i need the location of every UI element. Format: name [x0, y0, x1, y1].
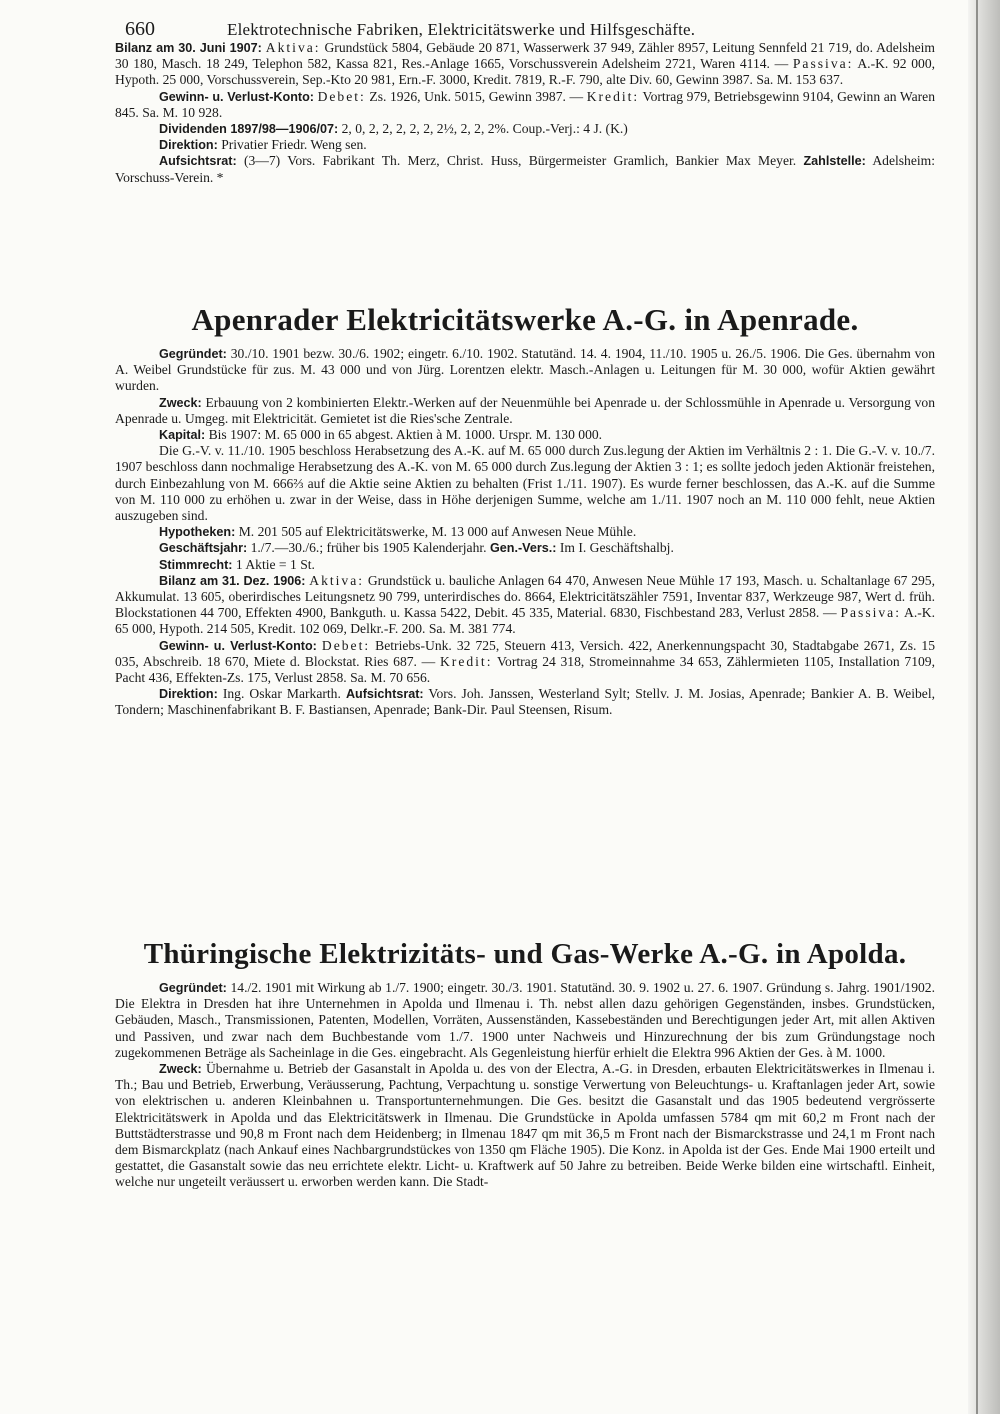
- gegruendet: Gegründet: 14./2. 1901 mit Wirkung ab 1./7. 1900; eingetr. 30./3. 1901. Statutänd. 30. 9. 1902 u. 27. 6. 1907. Gründung s. Jahrg. 1901/1902. Die Elektra in Dresden hat ihre Unternehmen in Apolda und Ilmenau i. Th. nebst allen dazu gehörigen Gegenständen, insbes. Grundstücken, Gebäuden, Masch., Transmissionen, Patenten, Modellen, Vorräten, Aussenständen, Kassebeständen und Berechtigungen jeder Art, mit allen Aktiven und Passiven, und zwar nach dem Buchbestande vom 1./7. 1900 unter Nachweis und Hinzurechnung der bis zum Gründungstage noch zugekommenen Beträge als Sacheinlage in die Ges. eingebracht. Als Gegenleistung hierfür erhielt die Elektra 996 Aktien der Ges. à M. 1000.: [115, 980, 935, 1060]
- zweck: Zweck: Übernahme u. Betrieb der Gasanstalt in Apolda u. des von der Electra, A.-G. in Dresden, erbauten Elektricitätswerkes in Ilmenau i. Th.; Bau und Betrieb, Erwerbung, Veräusserung, Pachtung, Verpachtung u. sonstige Verwertung von Beleuchtungs- u. Kraftanlagen jeder Art, sowie von elektrischen u. anderen Kleinbahnen u. Transportunternehmungen. Die Ges. besitzt die Gasanstalt und das 1905 bedeutend vergrösserte Elektricitätswerk in Apolda und das Elektricitätswerk in Ilmenau. Die Grundstücke in Apolda umfassen 5784 qm mit 60,2 m Front nach der Buttstädterstrasse und 90,8 m Front nach dem Heidenberg; in Ilmenau 1847 qm mit 36,5 m Front nach der Bismarckstrasse und 24,1 m Front nach dem Bismarckplatz (nach Ankauf eines Nachbargrundstückes von 1350 qm Fläche 1905). Die Konz. in Apolda ist der Ges. Ende Mai 1900 erteilt und gestattet, die Gasanstalt sowie das neu errichtete elektr. Licht- u. Kraftwerk auf 50 Jahre zu betreiben. Beide Werke bilden eine wirtschaftl. Einheit, welche nur ungeteilt veräussert u. erworben werden kann. Die Stadt-: [115, 1061, 935, 1190]
- bilanz-1906: Bilanz am 31. Dez. 1906: Aktiva: Grundstück u. bauliche Anlagen 64 470, Anwesen Neue Mühle 17 193, Masch. u. Schaltanlage 67 295, Akkumulat. 13 605, oberirdisches Leitungsnetz 90 799, unterirdisches do. 8664, Elektricitätszähler 7591, Inventar 837, Werkzeuge 987, Wert d. früh. Blockstationen 44 700, Effekten 4900, Bankguth. u. Kassa 5422, Debit. 45 335, Material. 6830, Fischbestand 283, Verlust 2858. — Passiva: A.-K. 65 000, Hypoth. 214 505, Kredit. 102 069, Delkr.-F. 200. Sa. M. 381 774.: [115, 572, 936, 637]
- direktion: Direktion: Privatier Friedr. Weng sen.: [159, 137, 367, 153]
- aufsichtsrat: Aufsichtsrat: (3—7) Vors. Fabrikant Th. Merz, Christ. Huss, Bürgermeister Gramlich, Bankier Max Meyer. Zahlstelle: Adelsheim: Vorschuss-Verein. *: [115, 153, 936, 185]
- gewinn-verlust-1907: Gewinn- u. Verlust-Konto: Debet: Zs. 1926, Unk. 5015, Gewinn 3987. — Kredit: Vortrag 979, Betriebsgewinn 9104, Gewinn an Waren 845. Sa. M. 10 928.: [115, 88, 935, 120]
- page-number: 660: [125, 18, 155, 40]
- section-apenrade: [115, 346, 935, 719]
- book-gutter: [968, 0, 1000, 1414]
- direktion-aufsichtsrat: Direktion: Ing. Oskar Markarth. Aufsichtsrat: Vors. Joh. Janssen, Westerland Sylt; Stellv. J. M. Josias, Apenrade; Bankier A. B. Weibel, Tondern; Maschinenfabrikant B. F. Bastiansen, Apenrade; Bank-Dir. Paul Steensen, Risum.: [115, 686, 935, 718]
- gegruendet: Gegründet: 30./10. 1901 bezw. 30./6. 1902; eingetr. 6./10. 1902. Statutänd. 14. 4. 1904, 11./10. 1905 u. 26./5. 1906. Die Ges. übernahm von A. Weibel Grundstücke für zus. M. 43 000 und von Jürg. Lorentzen elektr. Masch.-Anlagen u. Leitungen für M. 30 000, wofür Aktien gewährt wurden.: [115, 346, 935, 394]
- stimmrecht: Stimmrecht: 1 Aktie = 1 St.: [159, 556, 315, 572]
- gutter-line: [976, 0, 978, 1414]
- section-adelsheim-tail: [115, 40, 935, 186]
- running-title: Elektrotechnische Fabriken, Elektricitätswerke und Hilfsgeschäfte.: [227, 20, 696, 39]
- kapital: Kapital: Bis 1907: M. 65 000 in 65 abgest. Aktien à M. 1000. Urspr. M. 130 000.: [159, 427, 603, 443]
- geschaeftsjahr: Geschäftsjahr: 1./7.—30./6.; früher bis 1905 Kalenderjahr. Gen.-Vers.: Im I. Geschäftshalbj.: [159, 540, 674, 556]
- zweck: Zweck: Erbauung von 2 kombinierten Elektr.-Werken auf der Neuenmühle bei Apenrade u. der Schlossmühle in Apenrade u. Versorgung von Apenrade u. Umgeg. mit Elektricität. Gemietet ist die Ries'sche Zentrale.: [115, 394, 935, 426]
- section-apolda: [115, 980, 935, 1191]
- hypotheken: Hypotheken: M. 201 505 auf Elektricitätswerke, M. 13 000 auf Anwesen Neue Mühle.: [159, 524, 637, 540]
- gewinn-verlust-1906: Gewinn- u. Verlust-Konto: Debet: Betriebs-Unk. 32 725, Steuern 413, Versich. 422, Anerkennungspacht 30, Stadtabgabe 2671, Zs. 15 035, Abschreib. 18 670, Miete d. Blockstat. Ries 687. — Kredit: Vortrag 24 318, Stromeinnahme 34 653, Zählermieten 1105, Installation 7109, Pacht 436, Effekten-Zs. 175, Verlust 2858. Sa. M. 70 656.: [115, 637, 936, 686]
- kapital-details: Die G.-V. v. 11./10. 1905 beschloss Herabsetzung des A.-K. auf M. 65 000 durch Zus.legung der Aktien im Verhältnis 2 : 1. Die G.-V. v. 10./7. 1907 beschloss dann nochmalige Herabsetzung des A.-K. von M. 65 000 durch Zus.legung der Aktien 3 : 1; es sollte jedoch jeden Aktionär freistehen, durch Einbezahlung von M. 666⅔ auf die Aktie seine Aktien zu behalten (Frist 1./11. 1907). Es wurde ferner beschlossen, das A.-K. auf die Summe von M. 110 000 zu erhöhen u. zwar in der Weise, dass in Höhe derjenigen Summe, welche am 1./11. 1907 noch an M. 110 000 fehlt, neue Aktien auszugeben sind.: [115, 443, 935, 524]
- bilanz-1907: Bilanz am 30. Juni 1907: Aktiva: Grundstück 5804, Gebäude 20 871, Wasserwerk 37 949, Zähler 8957, Leitung Sennfeld 21 719, do. Adelsheim 30 180, Masch. 18 249, Telephon 582, Kassa 821, Res.-Anlage 1665, Vorschussverein Adelsheim 2721, Waren 4114. — Passiva: A.-K. 92 000, Hypoth. 25 000, Vorschussverein, Sep.-Kto 20 981, Ern.-F. 3000, Kredit. 7819, R.-F. 790, alte Div. 60, Gewinn 3987. Sa. M. 153 637.: [115, 40, 936, 88]
- company-title-apolda: Thüringische Elektrizitäts- und Gas-Werke A.-G. in Apolda.: [143, 938, 907, 970]
- company-title-apenrade: Apenrader Elektricitätswerke A.-G. in Apenrade.: [191, 302, 859, 337]
- dividenden: Dividenden 1897/98—1906/07: 2, 0, 2, 2, 2, 2, 2, 2½, 2, 2, 2%. Coup.-Verj.: 4 J. (K.): [159, 121, 628, 137]
